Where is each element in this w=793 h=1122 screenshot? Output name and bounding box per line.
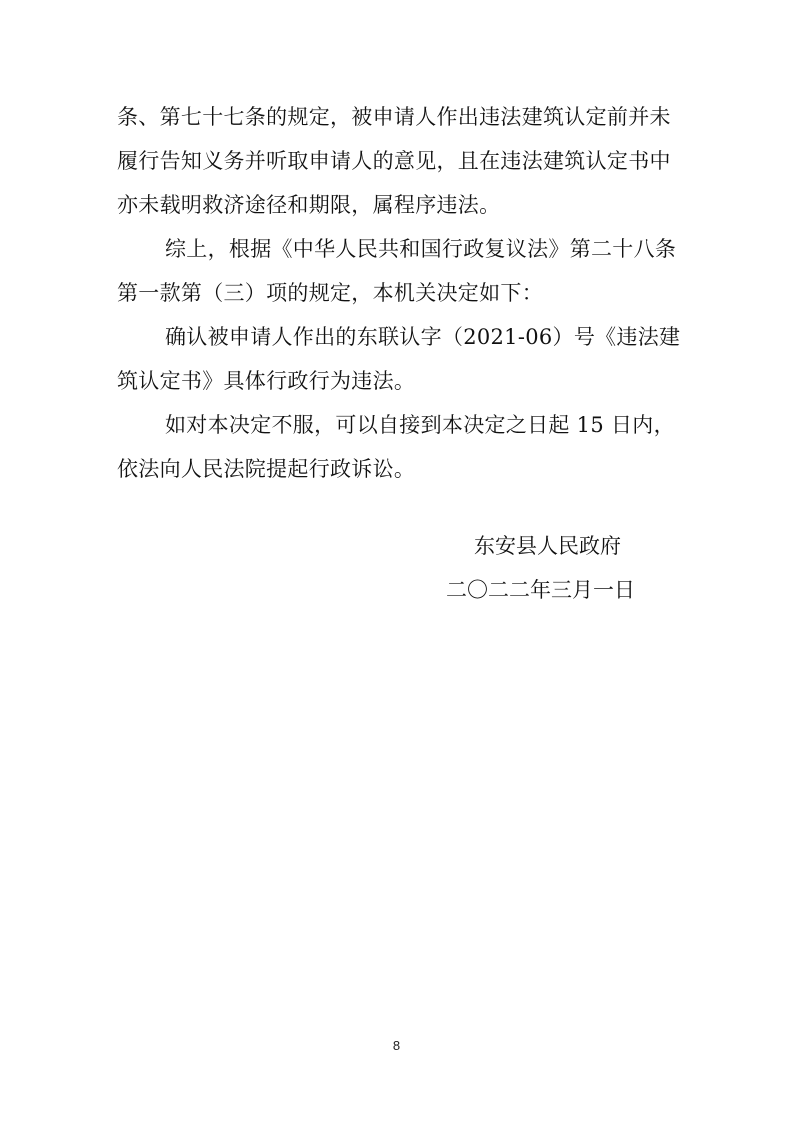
issuing-organization: 东安县人民政府 [474,534,621,558]
paragraph-line: 如对本决定不服，可以自接到本决定之日起 15 日内， [165,413,675,437]
issue-date: 二〇二二年三月一日 [446,578,635,602]
page-number: 8 [392,1038,401,1053]
paragraph-line: 确认被申请人作出的东联认字（2021-06）号《违法建 [165,325,681,349]
paragraph-line: 履行告知义务并听取申请人的意见，且在违法建筑认定书中 [117,149,671,173]
paragraph-line: 依法向人民法院提起行政诉讼。 [117,457,416,481]
paragraph-line: 筑认定书》具体行政行为违法。 [117,369,416,393]
paragraph-line: 综上，根据《中华人民共和国行政复议法》第二十八条 [165,237,677,261]
paragraph-line: 亦未载明救济途径和期限，属程序违法。 [117,193,501,217]
paragraph-line: 条、第七十七条的规定，被申请人作出违法建筑认定前并未 [117,105,671,129]
document-body [117,95,681,491]
signature-block [446,524,656,612]
paragraph-line: 第一款第（三）项的规定，本机关决定如下： [117,281,543,305]
